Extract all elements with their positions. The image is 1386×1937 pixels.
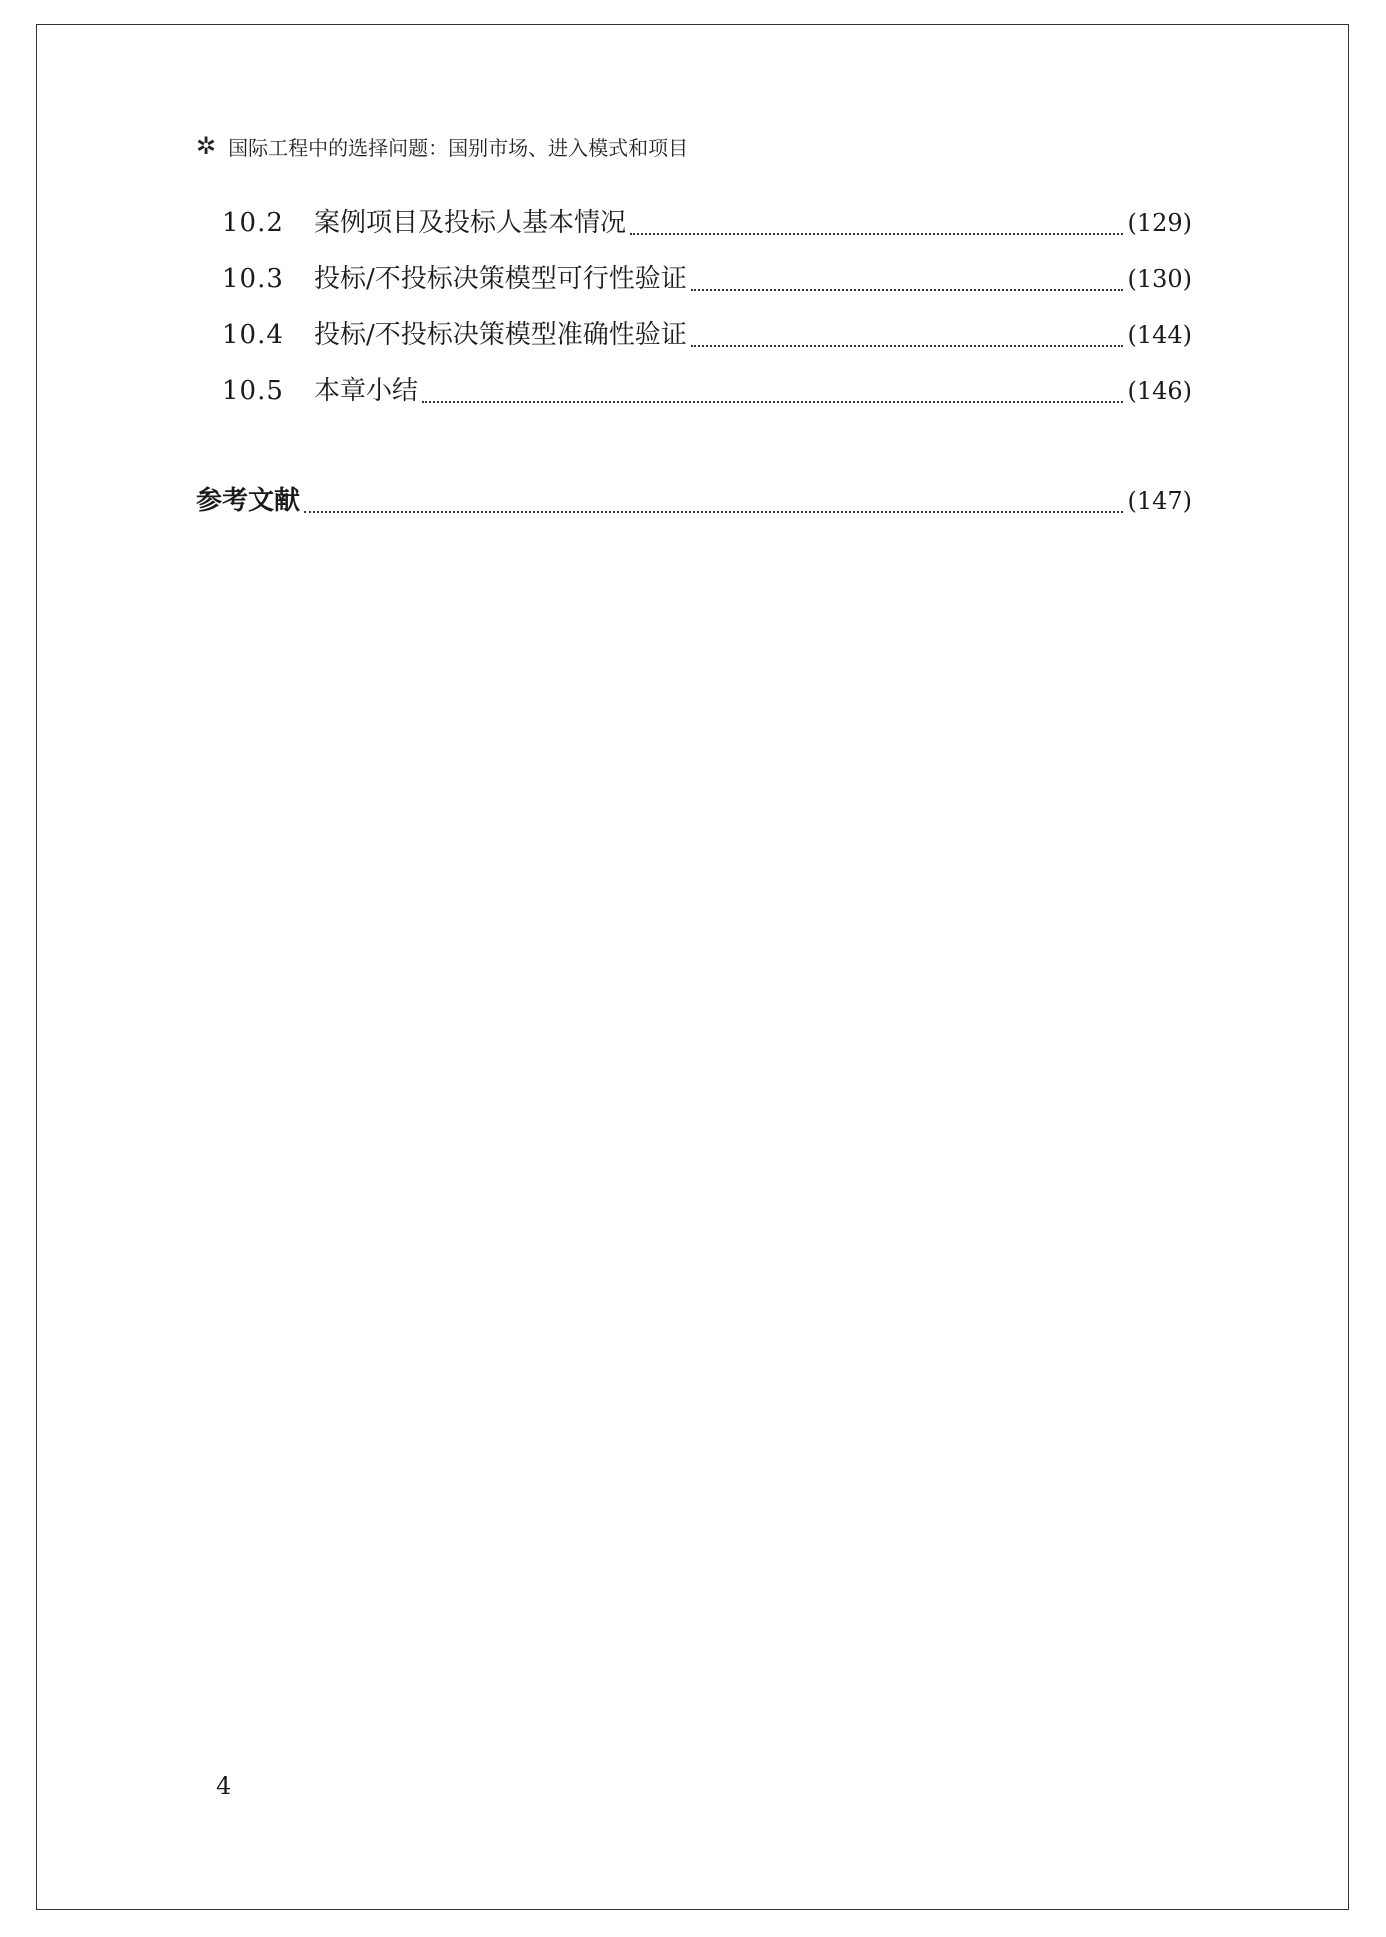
dot-leader: [691, 345, 1124, 347]
page-ref: (130): [1127, 265, 1192, 293]
page-number: 4: [216, 1772, 232, 1800]
section-title: 投标/不投标决策模型可行性验证: [314, 264, 687, 294]
section-number: 10.5: [222, 376, 284, 406]
references-title: 参考文献: [196, 486, 301, 516]
page-ref: (144): [1127, 321, 1192, 349]
toc-entry-references[interactable]: [196, 480, 1192, 536]
dot-leader: [304, 511, 1123, 513]
page-ref: (129): [1127, 209, 1192, 237]
flower-ornament-icon: ✲: [196, 132, 217, 160]
section-number: 10.2: [222, 208, 284, 238]
toc-entry-10-5[interactable]: [196, 370, 1192, 426]
section-title: 本章小结: [314, 376, 419, 406]
dot-leader: [422, 401, 1123, 403]
dot-leader: [630, 233, 1123, 235]
section-title: 案例项目及投标人基本情况: [314, 208, 627, 238]
section-number: 10.3: [222, 264, 284, 294]
page-ref: (147): [1127, 487, 1192, 515]
section-number: 10.4: [222, 320, 284, 350]
dot-leader: [691, 289, 1124, 291]
book-title: 国际工程中的选择问题：国别市场、进入模式和项目: [228, 135, 689, 160]
section-title: 投标/不投标决策模型准确性验证: [314, 320, 687, 350]
toc-entry-10-3[interactable]: [196, 258, 1192, 314]
page-ref: (146): [1127, 377, 1192, 405]
table-of-contents: [196, 202, 1192, 536]
toc-entry-10-2[interactable]: [196, 202, 1192, 258]
running-header: [196, 130, 688, 162]
toc-entry-10-4[interactable]: [196, 314, 1192, 370]
